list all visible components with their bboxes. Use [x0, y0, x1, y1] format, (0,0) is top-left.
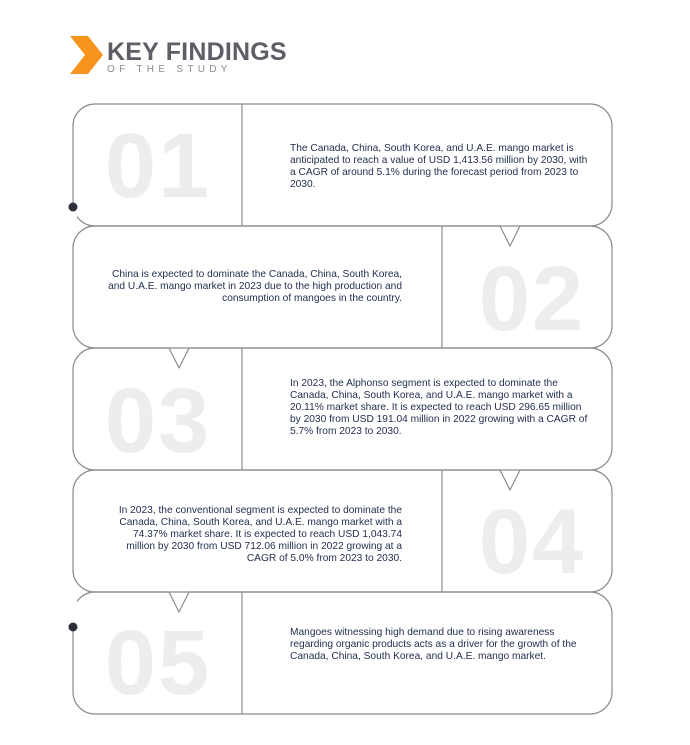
- page-subtitle: OF THE STUDY: [107, 64, 232, 75]
- finding-03-text: In 2023, the Alphonso segment is expected to dominate the Canada, China, South Korea, and U.A.E. mango market with a 20.11% market share. It is expected to reach USD 296.65 million by 2030 from USD 191.04 million in 2022 growing with a CAGR of 5.7% from 2023 to 2030.: [290, 378, 588, 437]
- finding-02-text: China is expected to dominate the Canada, China, South Korea, and U.A.E. mango market in 2023 due to the high production and consumption of mangoes in the country.: [108, 269, 402, 304]
- finding-02-number: 02: [478, 248, 586, 350]
- finding-04-text: In 2023, the conventional segment is expected to dominate the Canada, China, South Korea, and U.A.E. mango market with a 74.37% market share. It is expected to reach USD 1,043.74 million by 2030 from USD 712.06 million in 2022 growing at a CAGR of 5.0% from 2023 to 2030.: [118, 505, 402, 564]
- timeline-end-dot: [69, 623, 78, 632]
- timeline-start-dot: [69, 203, 78, 212]
- finding-05-number: 05: [104, 612, 212, 714]
- finding-04-number: 04: [478, 491, 586, 593]
- finding-01-number: 01: [104, 115, 212, 217]
- finding-03-number: 03: [104, 370, 212, 472]
- finding-05-text: Mangoes witnessing high demand due to rising awareness regarding organic products acts as a driver for the growth of the Canada, China, South Korea, and U.A.E. mango market.: [290, 627, 577, 662]
- finding-01-text: The Canada, China, South Korea, and U.A.E. mango market is anticipated to reach a value of USD 1,413.56 million by 2030, with a CAGR of around 5.1% during the forecast period from 2023 to 2030.: [290, 143, 588, 190]
- page-title: KEY FINDINGS: [107, 38, 287, 66]
- chevron-logo-icon: [70, 36, 103, 74]
